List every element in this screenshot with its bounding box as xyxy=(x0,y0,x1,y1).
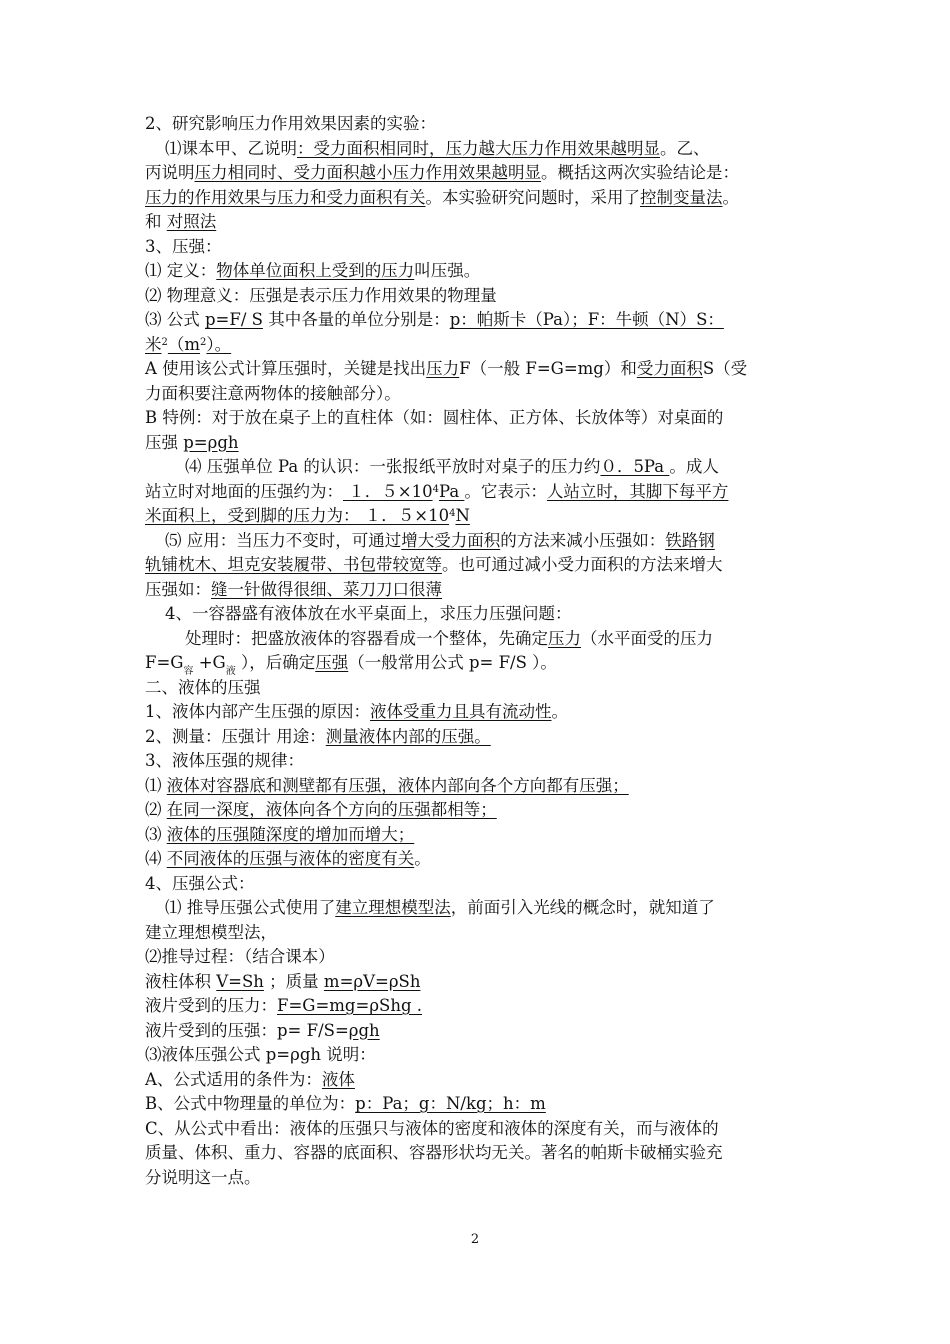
text-run: 分说明这一点。 xyxy=(145,1167,261,1187)
text-line xyxy=(145,896,810,921)
answer-underlined: p=ρgh xyxy=(183,432,239,452)
text-run: 液柱体积 xyxy=(145,971,217,991)
answer-underlined: p=F/ S xyxy=(205,310,263,329)
text-line xyxy=(145,970,810,995)
text-run: 叫压强。 xyxy=(414,261,481,280)
text-run: +G xyxy=(193,653,226,672)
text-line xyxy=(145,284,810,309)
text-run: 质量、体积、重力、容器的底面积、容器形状均无关。著名的帕斯卡破桶实验充 xyxy=(145,1143,723,1162)
text-line xyxy=(145,1117,810,1142)
text-run: 液片受到的压强：p= F/S= xyxy=(145,1020,349,1040)
text-run: ⑵ xyxy=(145,800,167,819)
text-line xyxy=(145,921,810,946)
text-run: 。它表示： xyxy=(464,481,547,501)
text-run: S（受 xyxy=(702,359,748,378)
text-run: F=G xyxy=(145,653,184,672)
page-content xyxy=(145,112,810,1190)
superscript: 4 xyxy=(449,508,456,519)
text-line xyxy=(145,1043,810,1068)
text-line xyxy=(145,186,810,211)
text-line xyxy=(145,798,810,823)
answer-underlined: 增大受力面积 xyxy=(401,530,501,550)
answer-underlined: 液体的压强随深度的增加而增大； xyxy=(166,824,415,844)
text-run: 压强 xyxy=(145,432,184,452)
answer-underlined: 压力的作用效果与压力和受力面积有关 xyxy=(145,187,426,207)
text-line xyxy=(145,259,810,284)
text-line xyxy=(145,749,810,774)
text-run: 。也可通过减小受力面积的方法来增大 xyxy=(442,555,723,574)
text-line xyxy=(145,161,810,186)
text-line xyxy=(145,994,810,1019)
text-line xyxy=(145,137,810,162)
answer-underlined: 液体 xyxy=(321,1069,355,1089)
text-run: 2、测量：压强计 用途： xyxy=(145,726,326,746)
text-run: ⑶液体压强公式 p=ρgh 说明： xyxy=(145,1045,376,1064)
answer-underlined: m=ρV=ρSh xyxy=(323,971,421,991)
text-line xyxy=(145,235,810,260)
text-run: ⑸ 应用：当压力不变时，可通过 xyxy=(165,530,402,550)
text-run: 。概括这两次实验结论是： xyxy=(541,163,739,182)
text-line xyxy=(145,651,810,676)
answer-underlined: １．５×10 xyxy=(343,481,433,501)
text-run: ，前面引入光线的概念时，就知道了 xyxy=(450,898,715,917)
text-run: B、公式中物理量的单位为： xyxy=(145,1094,356,1113)
superscript: 4 xyxy=(432,483,439,495)
answer-underlined: 米面积上，受到脚的压力为： １．５×10 xyxy=(145,506,450,525)
text-run: 3、液体压强的规律： xyxy=(145,751,304,770)
answer-underlined: 建立理想模型法 xyxy=(335,898,451,917)
text-run: 液片受到的压力： xyxy=(145,996,277,1015)
text-line xyxy=(145,945,810,970)
text-run: 处理时：把盛放液体的容器看成一个整体，先确定 xyxy=(185,628,548,648)
text-line xyxy=(145,823,810,848)
answer-underlined: 受力面积 xyxy=(636,359,703,378)
text-run: ⑶ xyxy=(145,824,167,844)
text-line xyxy=(145,578,810,603)
text-run: ⑴ 推导压强公式使用了 xyxy=(165,898,336,917)
text-line xyxy=(145,847,810,872)
text-line xyxy=(145,1019,810,1044)
text-run: 的方法来减小压强如： xyxy=(500,530,666,550)
text-run: ⑵ 物理意义：压强是表示压力作用效果的物理量 xyxy=(145,285,497,305)
text-run: 。本实验研究问题时，采用了 xyxy=(425,187,640,207)
text-run: （一般常用公式 p= F/S ）。 xyxy=(348,653,557,672)
text-line xyxy=(145,774,810,799)
answer-underlined: 铁路钢 xyxy=(665,530,715,550)
text-run: ⑷ xyxy=(145,849,167,868)
text-run: ⑴课本甲、乙说明 xyxy=(165,138,297,158)
text-run: A、公式适用的条件为： xyxy=(145,1069,322,1089)
answer-underlined: N xyxy=(455,506,470,525)
text-run: 。 xyxy=(414,849,431,868)
text-run: 。 xyxy=(722,187,739,207)
superscript: 2 xyxy=(200,336,207,348)
answer-underlined: 缝一针做得很细、菜刀刀口很薄 xyxy=(211,579,442,599)
answer-underlined: p：帕斯卡（Pa）；F：牛顿（N）S： xyxy=(449,310,724,329)
text-run: C、从公式中看出：液体的压强只与液体的密度和液体的深度有关，而与液体的 xyxy=(145,1118,719,1138)
text-line xyxy=(145,210,810,235)
text-run: ；质量 xyxy=(263,971,324,991)
text-run: F（一般 F=G=mg）和 xyxy=(459,359,637,378)
text-line xyxy=(145,382,810,407)
text-run: 。乙、 xyxy=(660,138,710,158)
text-line xyxy=(145,553,810,578)
answer-underlined: 控制变量法 xyxy=(640,187,723,207)
answer-underlined: 米 xyxy=(145,334,162,354)
answer-underlined: 压力相同时、受力面积越小压力作用效果越明显 xyxy=(194,163,541,182)
answer-underlined: Pa xyxy=(438,481,465,501)
answer-underlined: 轨铺枕木、坦克安装履带、书包带较宽等 xyxy=(145,555,442,574)
text-line xyxy=(145,627,810,652)
text-run: 其中各量的单位分别是： xyxy=(262,310,450,329)
answer-underlined: 压力 xyxy=(426,359,460,378)
text-run: 4、压强公式： xyxy=(145,873,255,893)
answer-underlined: 对照法 xyxy=(166,212,217,231)
text-run: ⑴ 定义： xyxy=(145,261,217,280)
answer-underlined: 物体单位面积上受到的压力 xyxy=(216,261,415,280)
text-run: 和 xyxy=(145,212,167,231)
text-line xyxy=(145,112,810,137)
text-run: （水平面受的压力 xyxy=(581,628,713,648)
answer-underlined: 在同一深度，液体向各个方向的压强都相等； xyxy=(166,800,497,819)
text-line xyxy=(145,1141,810,1166)
text-run: A 使用该公式计算压强时，关键是找出 xyxy=(145,359,427,378)
superscript: 2 xyxy=(161,336,168,348)
answer-underlined: 液体受重力且具有流动性 xyxy=(370,702,552,721)
text-run: 站立时对地面的压强约为： xyxy=(145,481,343,501)
text-run: 建立理想模型法， xyxy=(145,922,277,942)
text-line xyxy=(145,431,810,456)
answer-underlined: 人站立时，其脚下每平方 xyxy=(546,481,729,501)
text-run: 4、一容器盛有液体放在水平桌面上，求压力压强问题： xyxy=(165,604,572,623)
subscript: 液 xyxy=(225,666,236,677)
answer-underlined: V=Sh xyxy=(216,971,264,991)
page-number: 2 xyxy=(470,1232,480,1247)
text-line xyxy=(145,455,810,480)
text-run: 。成人 xyxy=(669,457,719,476)
answer-underlined: 压力 xyxy=(548,628,581,648)
text-line xyxy=(145,504,810,529)
answer-underlined: 液体对容器底和测壁都有压强，液体内部向各个方向都有压强； xyxy=(166,775,629,795)
text-run: 。 xyxy=(551,702,568,721)
answer-underlined: ）。 xyxy=(206,334,232,354)
answer-underlined: 不同液体的压强与液体的密度有关 xyxy=(166,849,415,868)
answer-underlined: 压强 xyxy=(315,653,349,672)
text-run: ⑷ 压强单位 Pa 的认识：一张报纸平放时对桌子的压力约 xyxy=(185,457,601,476)
text-run: 二、液体的压强 xyxy=(145,677,261,697)
text-run: B 特例：对于放在桌子上的直柱体（如：圆柱体、正方体、长放体等）对桌面的 xyxy=(145,408,724,427)
text-line xyxy=(145,1092,810,1117)
text-line xyxy=(145,872,810,897)
subscript: 容 xyxy=(183,666,194,677)
text-line xyxy=(145,406,810,431)
text-run: ），后确定 xyxy=(235,653,316,672)
text-run: ⑶ 公式 xyxy=(145,310,205,329)
answer-underlined: （m xyxy=(167,334,201,354)
text-run: 1、液体内部产生压强的原因： xyxy=(145,702,370,721)
text-run: 丙说明 xyxy=(145,163,195,182)
answer-underlined: 测量液体内部的压强。 xyxy=(325,726,491,746)
text-line xyxy=(145,529,810,554)
answer-underlined: ：受力面积相同时，压力越大压力作用效果越明显 xyxy=(297,138,660,158)
text-line xyxy=(145,676,810,701)
answer-underlined: ０．5Pa xyxy=(600,457,670,476)
answer-underlined: F=G=mg=ρShg . xyxy=(277,996,422,1015)
text-line xyxy=(145,333,810,358)
text-line xyxy=(145,1166,810,1191)
text-run: 2、研究影响压力作用效果因素的实验： xyxy=(145,114,436,133)
answer-underlined: p：Pa；g：N/kg；h：m xyxy=(355,1094,546,1113)
text-line xyxy=(145,700,810,725)
text-line xyxy=(145,725,810,750)
text-run: 压强如： xyxy=(145,579,211,599)
text-run: 力面积要注意两物体的接触部分）。 xyxy=(145,383,401,403)
text-line xyxy=(145,308,810,333)
text-run: ⑴ xyxy=(145,775,167,795)
answer-underlined: ρgh xyxy=(348,1020,380,1040)
text-line xyxy=(145,357,810,382)
text-line xyxy=(145,1068,810,1093)
text-run: ⑵推导过程：（结合课本） xyxy=(145,947,335,966)
text-line xyxy=(145,480,810,505)
text-run: 3、压强： xyxy=(145,236,222,256)
text-line xyxy=(145,602,810,627)
